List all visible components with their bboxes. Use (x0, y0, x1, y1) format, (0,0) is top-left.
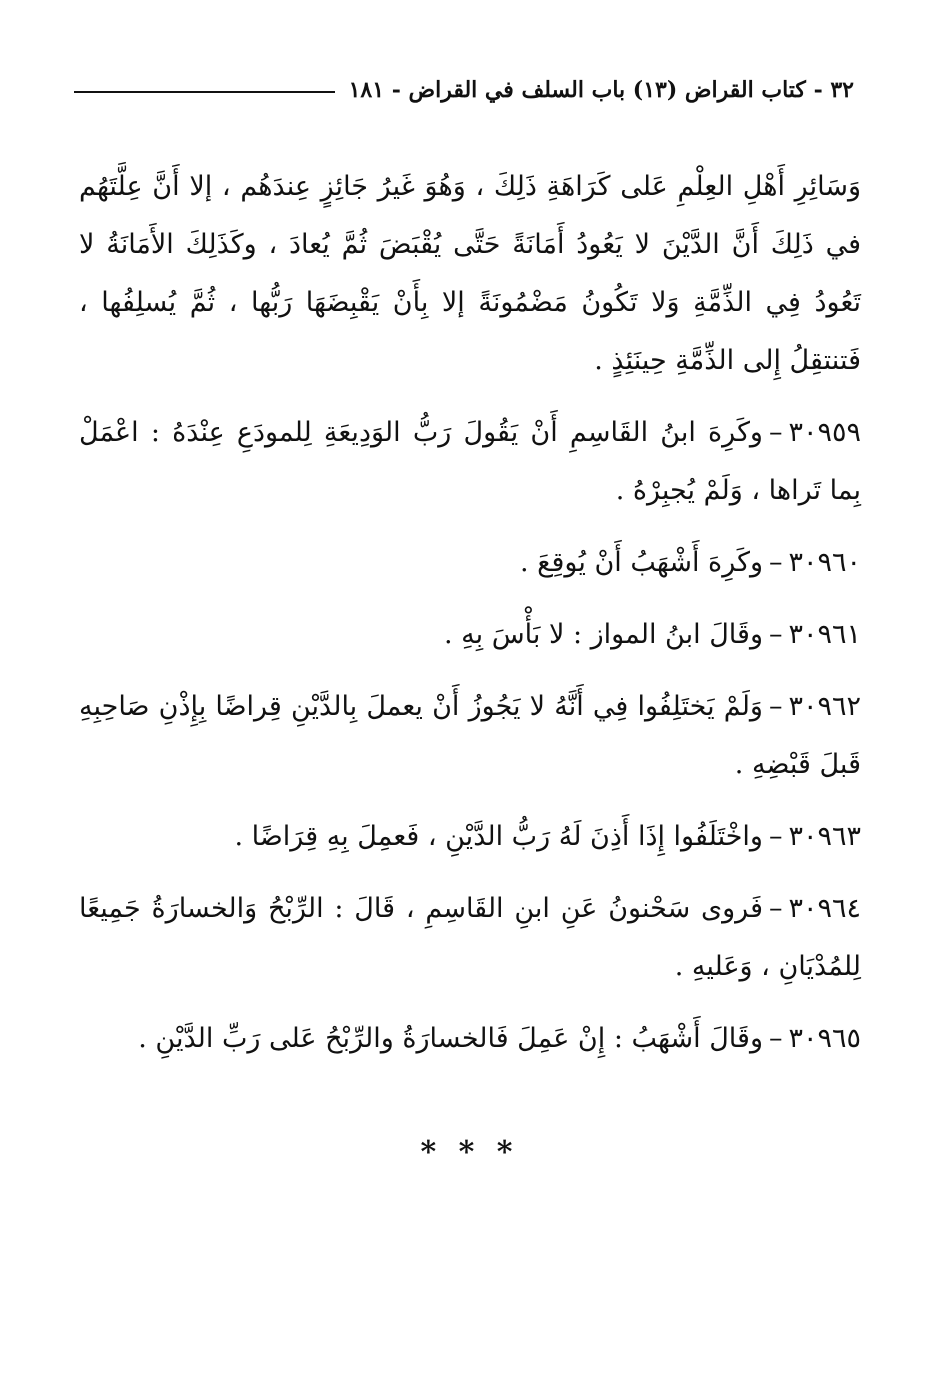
entry-30962: ٣٠٩٦٢–وَلَمْ يَختَلِفُوا فِي أَنَّهُ لا يَجُوزُ أَنْ يعملَ بِالدَّيْنِ قِراضًا بِإِذْنِ صَاحِبِهِ قَبلَ قَبْضِهِ . (79, 691, 861, 780)
entry-number: ٣٠٩٥٩ (788, 417, 861, 448)
entry-30959: ٣٠٩٥٩–وكَرِهَ ابنُ القَاسِمِ أَنْ يَقُولَ رَبُّ الوَدِيعَةِ لِلمودَعِ عِنْدَهُ : اعْمَلْ بِما تَراها ، وَلَمْ يُجبِرْهُ . (79, 417, 861, 506)
entry-number: ٣٠٩٦٣ (788, 821, 861, 852)
entry-text: وكَرِهَ ابنُ القَاسِمِ أَنْ يَقُولَ رَبُّ الوَدِيعَةِ لِلمودَعِ عِنْدَهُ : اعْمَلْ بِما تَراها ، وَلَمْ يُجبِرْهُ . (79, 417, 861, 506)
entry-30965: ٣٠٩٦٥–وقَالَ أَشْهَبُ : إِنْ عَمِلَ فَالخسارَةُ والرِّبْحُ عَلى رَبِّ الدَّيْنِ . (138, 1023, 861, 1054)
entry-30963: ٣٠٩٦٣–واخْتَلَفُوا إِذَا أَذِنَ لَهُ رَبُّ الدَّيْنِ ، فَعمِلَ بِهِ قِرَاضًا . (234, 821, 861, 852)
entry-text: وقَالَ ابنُ المواز : لا بَأْسَ بِهِ . (443, 619, 763, 650)
page-body (79, 158, 861, 1082)
entry-text: فَروى سَحْنونُ عَنِ ابنِ القَاسِمِ ، قَالَ : الرِّبْحُ وَالخسارَةُ جَمِيعًا لِلمُدْيَانِ ، وَعَليهِ . (79, 893, 861, 982)
entry-number: ٣٠٩٦٤ (788, 893, 861, 924)
entry-number: ٣٠٩٦٢ (788, 691, 861, 722)
entry-30964: ٣٠٩٦٤–فَروى سَحْنونُ عَنِ ابنِ القَاسِمِ ، قَالَ : الرِّبْحُ وَالخسارَةُ جَمِيعًا لِلمُدْيَانِ ، وَعَليهِ . (79, 893, 861, 982)
header-rule (74, 91, 335, 93)
entry-number: ٣٠٩٦١ (788, 619, 861, 650)
entry-text: وكَرِهَ أَشْهَبُ أَنْ يُوقِعَ . (519, 547, 763, 578)
entry-text: وَلَمْ يَختَلِفُوا فِي أَنَّهُ لا يَجُوزُ أَنْ يعملَ بِالدَّيْنِ قِراضًا بِإِذْنِ صَاحِبِهِ قَبلَ قَبْضِهِ . (79, 691, 861, 780)
header-title: ٣٢ - كتاب القراض (١٣) باب السلف في القراض - ١٨١ (348, 77, 854, 103)
entry-30960: ٣٠٩٦٠–وكَرِهَ أَشْهَبُ أَنْ يُوقِعَ . (519, 547, 861, 578)
entry-text: وقَالَ أَشْهَبُ : إِنْ عَمِلَ فَالخسارَةُ والرِّبْحُ عَلى رَبِّ الدَّيْنِ . (138, 1023, 763, 1054)
entry-text: واخْتَلَفُوا إِذَا أَذِنَ لَهُ رَبُّ الدَّيْنِ ، فَعمِلَ بِهِ قِرَاضًا . (234, 821, 763, 852)
entry-number: ٣٠٩٦٥ (788, 1023, 861, 1054)
section-separator: * * * (420, 1135, 519, 1170)
entry-number: ٣٠٩٦٠ (788, 547, 861, 578)
entry-30961: ٣٠٩٦١–وقَالَ ابنُ المواز : لا بَأْسَ بِهِ . (443, 619, 861, 650)
intro-paragraph: وَسَائِرِ أَهْلِ العِلْمِ عَلى كَرَاهَةِ ذَلِكَ ، وَهُوَ غَيرُ جَائِزٍ عِندَهُم ، إلا أَنَّ عِلَّتَهُم في ذَلِكَ أَنَّ الدَّيْنَ لا يَعُودُ أَمَانَةً حَتَّى يُقْبَضَ ثُمَّ يُعادَ ، وكَذَلِكَ الأَمَانَةُ لا تَعُودُ فِي الذِّمَّةِ وَلا تَكُونُ مَضْمُونَةً إلا بِأَنْ يَقْبِضَهَا رَبُّها ، ثُمَّ يُسلِفُها ، فَتنتقِلُ إِلى الذِّمَّةِ حِينَئِذٍ . (79, 171, 861, 376)
running-header (74, 70, 854, 110)
